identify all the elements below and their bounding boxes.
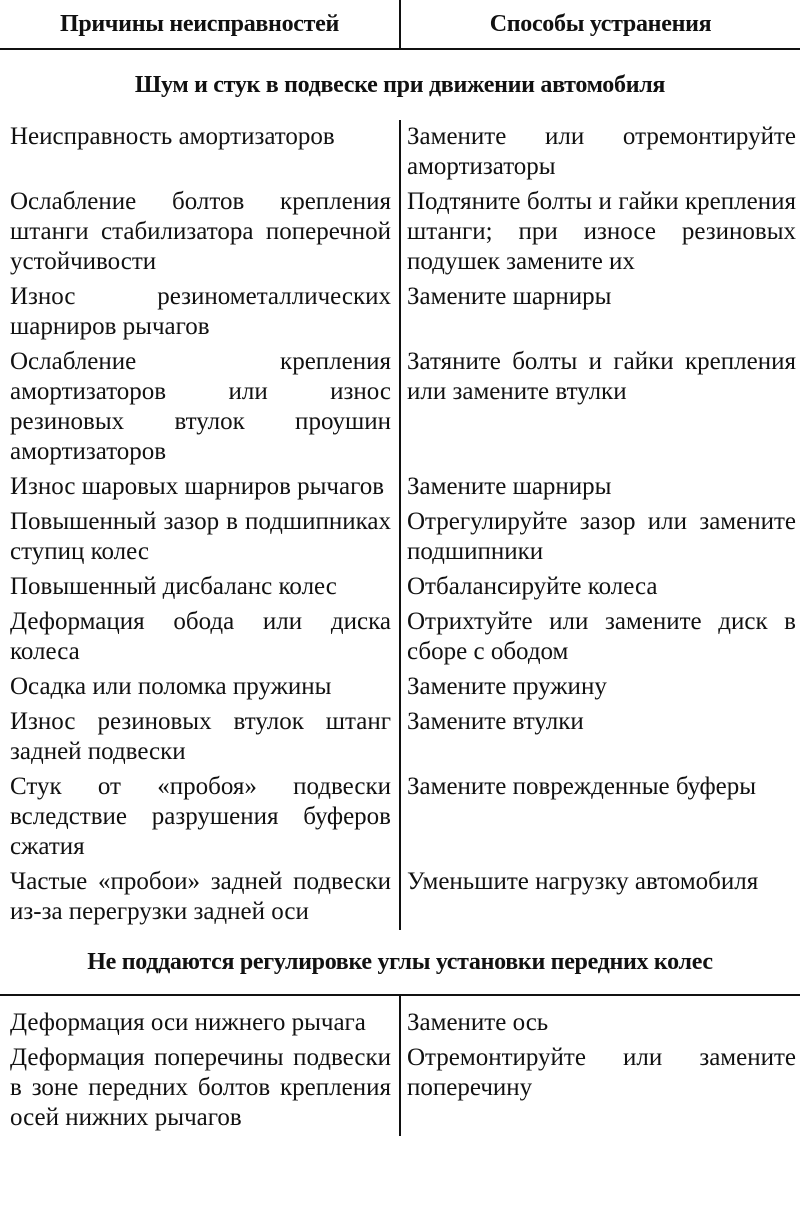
- remedy-cell: Отбалансируйте колеса: [407, 573, 658, 600]
- section-heading-row: [0, 49, 800, 120]
- table-row: [0, 605, 800, 670]
- header-remedies: Способы устранения: [400, 0, 800, 49]
- remedy-cell: Отремонтируйте или замените поперечину: [407, 1044, 796, 1101]
- cause-cell: Неисправность амортизаторов: [0, 120, 400, 185]
- cause-cell: Повышенный дисбаланс колес: [0, 570, 400, 605]
- cause-cell: Осадка или поломка пружины: [0, 670, 400, 705]
- table-row: [0, 280, 800, 345]
- remedy-cell: Замените втулки: [407, 708, 584, 735]
- table-row: [0, 705, 800, 770]
- section-title: Шум и стук в подвеске при движении автомобиля: [134, 71, 666, 98]
- cause-cell: Деформация обода или диска колеса: [0, 605, 400, 670]
- remedy-cell: Замените шарниры: [407, 283, 612, 310]
- table-row: [0, 505, 800, 570]
- table-header-row: [0, 0, 800, 49]
- cause-cell: Повышенный зазор в подшипниках ступиц колес: [0, 505, 400, 570]
- remedy-cell: Замените ось: [407, 1009, 549, 1036]
- table-row: [0, 570, 800, 605]
- table-row: [0, 995, 800, 1041]
- cause-cell: Ослабление крепления амортизаторов или износ резиновых втулок проушин амортизаторов: [0, 345, 400, 470]
- section-title: Не поддаются регулировке углы установки передних колес: [0, 930, 800, 995]
- table-row: [0, 120, 800, 185]
- cause-cell: Износ резиновых втулок штанг задней подвески: [0, 705, 400, 770]
- remedy-cell: Замените поврежденные буферы: [407, 773, 757, 800]
- remedy-cell: Замените шарниры: [407, 473, 612, 500]
- header-causes: Причины неисправностей: [0, 0, 400, 49]
- cause-cell: Деформация поперечины подвески в зоне передних болтов крепления осей нижних рычагов: [0, 1041, 400, 1136]
- table-row: [0, 1041, 800, 1136]
- remedy-cell: Уменьшите нагрузку автомобиля: [407, 868, 759, 895]
- remedy-cell: Затяните болты и гайки крепления или замените втулки: [407, 348, 796, 405]
- table-row: [0, 345, 800, 470]
- table-row: [0, 185, 800, 280]
- cause-cell: Ослабление болтов крепления штанги стабилизатора поперечной устойчивости: [0, 185, 400, 280]
- cause-cell: Износ шаровых шарниров рычагов: [0, 470, 400, 505]
- remedy-cell: Подтяните болты и гайки крепления штанги; при износе резиновых подушек замените их: [407, 188, 796, 275]
- table-row: [0, 865, 800, 930]
- remedy-cell: Отрихтуйте или замените диск в сборе с ободом: [407, 608, 796, 665]
- cause-cell: Деформация оси нижнего рычага: [0, 995, 400, 1041]
- cause-cell: Стук от «пробоя» подвески вследствие разрушения буферов сжатия: [0, 770, 400, 865]
- remedy-cell: Замените или отремонтируйте амортизаторы: [407, 123, 796, 180]
- cause-cell: Частые «пробои» задней подвески из-за перегрузки задней оси: [0, 865, 400, 930]
- remedy-cell: Отрегулируйте зазор или замените подшипники: [407, 508, 796, 565]
- cause-cell: Износ резинометаллических шарниров рычагов: [0, 280, 400, 345]
- table-row: [0, 670, 800, 705]
- table-row: [0, 770, 800, 865]
- section-heading-row: [0, 930, 800, 995]
- table-row: [0, 470, 800, 505]
- remedy-cell: Замените пружину: [407, 673, 607, 700]
